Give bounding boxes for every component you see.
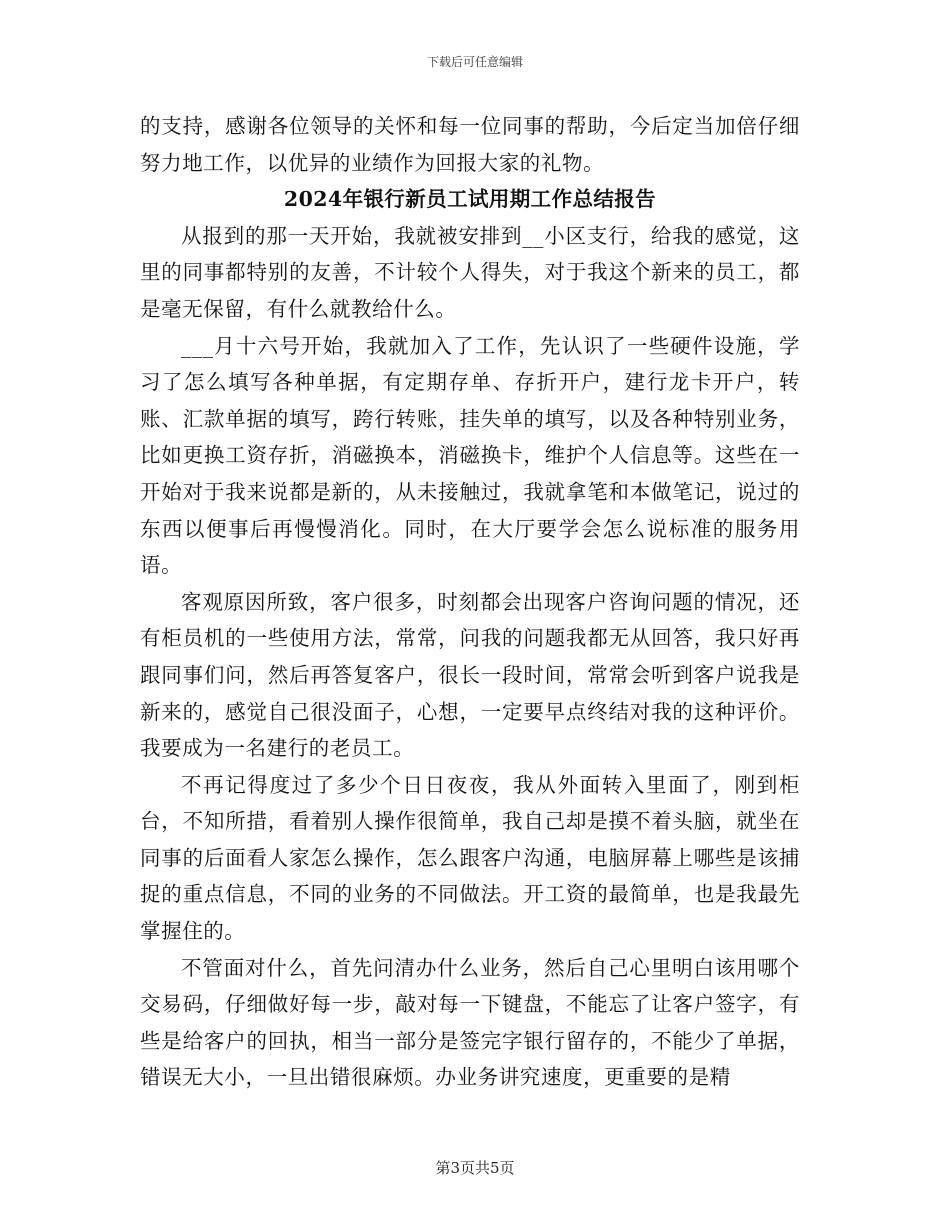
lead-paragraph: 的支持，感谢各位领导的关怀和每一位同事的帮助，今后定当加倍仔细努力地工作，以优异的业绩作为回报大家的礼物。 <box>140 114 800 175</box>
document-body <box>140 108 800 1096</box>
body-paragraph: 不再记得度过了多少个日日夜夜，我从外面转入里面了，刚到柜台，不知所措，看着别人操作很简单，我自己却是摸不着头脑，就坐在同事的后面看人家怎么操作，怎么跟客户沟通，电脑屏幕上哪些是该捕捉的重点信息，不同的业务的不同做法。开工资的最简单，也是我最先掌握住的。 <box>140 772 800 944</box>
body-paragraph: ___月十六号开始，我就加入了工作，先认识了一些硬件设施，学习了怎么填写各种单据，有定期存单、存折开户，建行龙卡开户，转账、汇款单据的填写，跨行转账，挂失单的填写，以及各种特别业务，比如更换工资存折，消磁换本，消磁换卡，维护个人信息等。这些在一开始对于我来说都是新的，从未接触过，我就拿笔和本做笔记，说过的东西以便事后再慢慢消化。同时，在大厅要学会怎么说标准的服务用语。 <box>140 333 800 578</box>
document-title: 2024年银行新员工试用期工作总结报告 <box>283 187 657 212</box>
page-header-note: 下载后可任意编辑 <box>426 55 523 69</box>
page-number-footer: 第3页共5页 <box>435 1159 515 1177</box>
body-paragraph: 从报到的那一天开始，我就被安排到__小区支行，给我的感觉，这里的同事都特别的友善，不计较个人得失，对于我这个新来的员工，都是毫无保留，有什么就教给什么。 <box>140 223 800 321</box>
body-paragraph: 不管面对什么，首先问清办什么业务，然后自己心里明白该用哪个交易码，仔细做好每一步，敲对每一下键盘，不能忘了让客户签字，有些是给客户的回执，相当一部分是签完字银行留存的，不能少了单据，错误无大小，一旦出错很麻烦。办业务讲究速度，更重要的是精 <box>140 955 800 1090</box>
body-paragraph: 客观原因所致，客户很多，时刻都会出现客户咨询问题的情况，还有柜员机的一些使用方法，常常，问我的问题我都无从回答，我只好再跟同事们问，然后再答复客户，很长一段时间，常常会听到客户说我是新来的，感觉自己很没面子，心想，一定要早点终结对我的这种评价。我要成为一名建行的老员工。 <box>140 589 800 761</box>
